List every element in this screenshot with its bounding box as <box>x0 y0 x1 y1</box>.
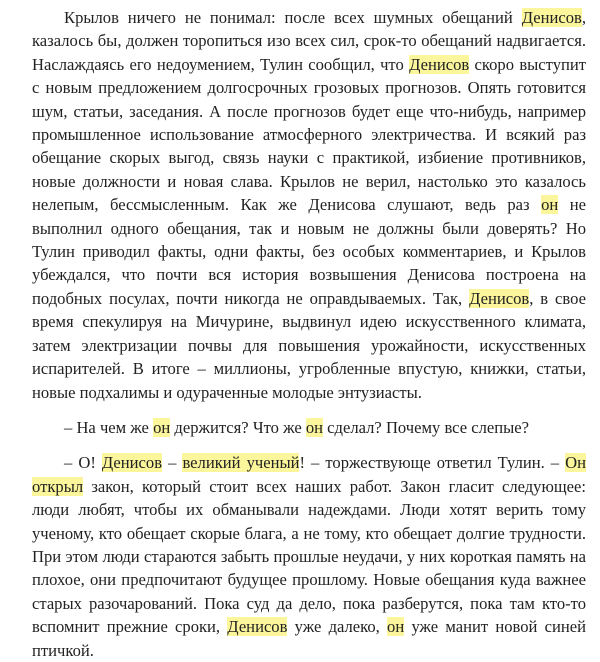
paragraph-1 <box>32 6 586 404</box>
highlighted-word: Денисов <box>521 8 582 27</box>
text-segment: закон, который стоит всех наших работ. Закон гласит следующее: люди любят, чтобы их обманывали надеждами. Люди хотят верить тому ученому, кто обещает скорые блага, а не тому, кто обещает долгие трудности. При этом люди стараются забыть прошлые неудачи, у них короткая память на плохое, они предпочитают будущее прошлому. Новые обещания куда важнее старых разочарований. Пока суд да дело, пока разберутся, пока там кто-то вспомнит прежние сроки, <box>32 476 586 637</box>
text-segment: , казалось бы, должен торопиться изо всех сил, срок-то обещаний надвигается. Наслаждаясь его недоумением, Тулин сообщил, что <box>32 8 586 74</box>
text-segment: ! – торжествующе ответил Тулин. – <box>299 453 566 473</box>
highlighted-word: Денисов <box>409 54 470 74</box>
text-segment: уже далеко, <box>287 617 388 637</box>
text-segment: сделал? Почему все слепые? <box>323 417 530 437</box>
paragraph-2 <box>32 416 586 439</box>
highlighted-word: великий ученый <box>182 453 300 473</box>
highlighted-word: Денисов <box>101 453 163 473</box>
text-segment: – <box>162 453 183 473</box>
paragraph-3 <box>32 451 586 662</box>
highlighted-word: Денисов <box>469 288 530 308</box>
text-segment: не выполнил одного обещания, так и новым не должны были доверять? Но Тулин приводил факты, одни факты, без особых комментариев, и Крылов убеждался, что почти вся история возвышения Денисова построена на подобных посулах, почти никогда не оправдываемых. Так, <box>32 195 586 308</box>
highlighted-word: он <box>387 617 405 637</box>
highlighted-word: он <box>153 417 171 437</box>
text-segment: уже манит новой синей птичкой. <box>32 617 586 660</box>
highlighted-word: он <box>541 195 559 215</box>
text-segment: Крылов ничего не понимал: после всех шумных обещаний <box>64 8 522 27</box>
text-segment: – О! <box>64 453 102 473</box>
text-segment: скоро выступит с новым предложением долгосрочных грозовых прогнозов. Опять готовится шум, статьи, заседания. А после прогнозов будет еще что-нибудь, например промышленное использование атмосферного электричества. И всякий раз обещание скорых выгод, связь науки с практикой, избиение противников, новые должности и новая слава. Крылов не верил, настолько это казалось нелепым, бессмысленным. Как же Денисова слушают, ведь раз <box>32 54 587 215</box>
text-segment: , в свое время спекулируя на Мичурине, выдвинул идею искусственного климата, затем электризации почвы для повышения урожайности, искусственных испарителей. В итоге – миллионы, угробленные впустую, книжки, статьи, новые подхалимы и одураченные молодые энтузиасты. <box>32 288 586 402</box>
text-segment: – На чем же <box>64 417 154 437</box>
highlighted-word: он <box>305 417 324 437</box>
highlighted-word: Он открыл <box>32 453 587 496</box>
highlighted-word: Денисов <box>227 617 288 637</box>
text-segment: держится? Что же <box>170 417 306 437</box>
